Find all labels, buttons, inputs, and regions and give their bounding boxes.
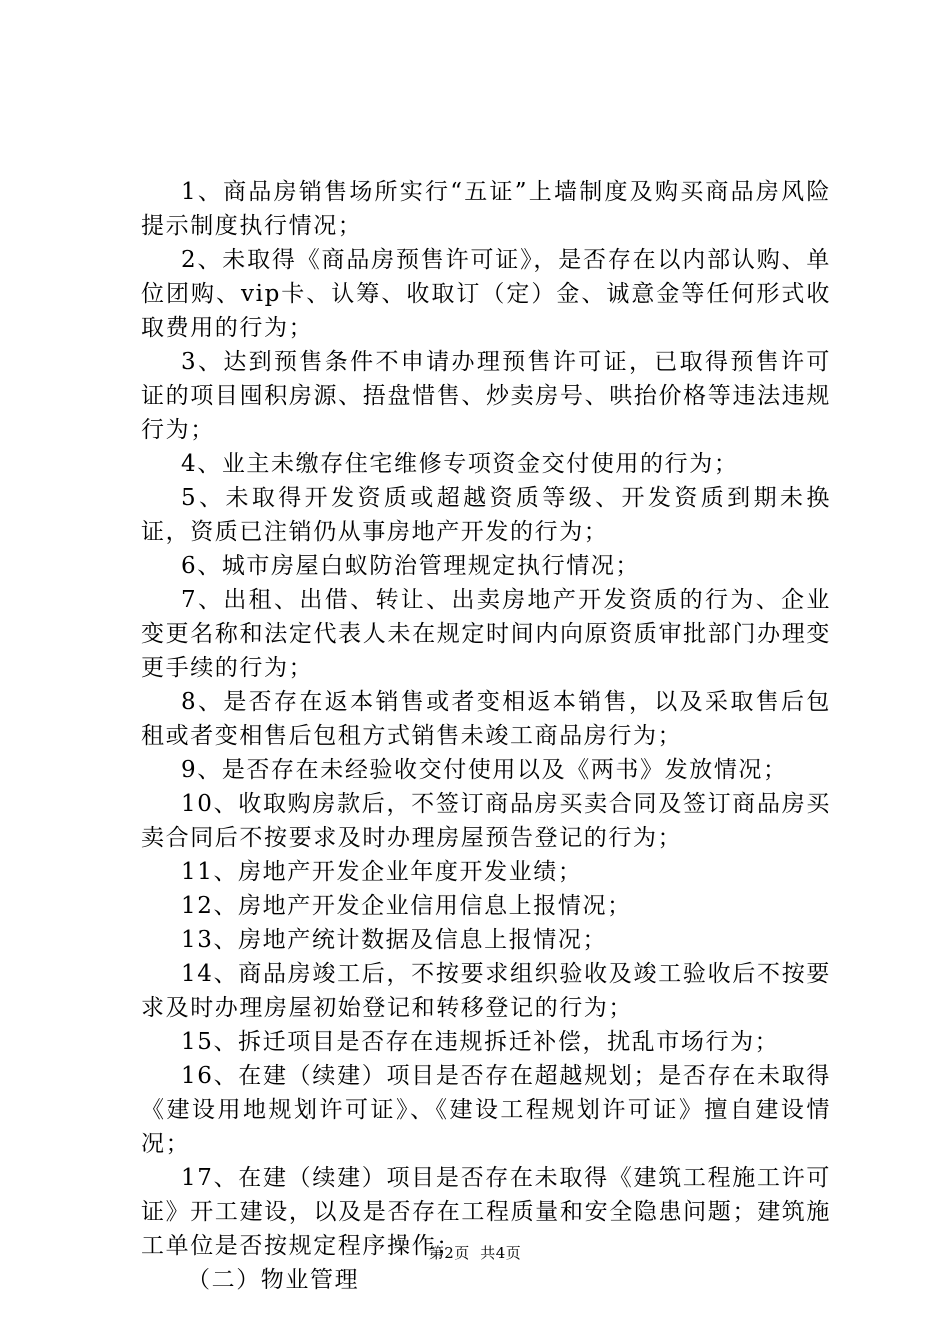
- paragraph-4: 4、业主未缴存住宅维修专项资金交付使用的行为；: [181, 451, 739, 477]
- paragraph-13: 13、房地产统计数据及信息上报情况；: [181, 927, 608, 953]
- paragraph-6: 6、城市房屋白蚁防治管理规定执行情况；: [181, 553, 641, 579]
- paragraph-11: 11、房地产开发企业年度开发业绩；: [181, 859, 583, 885]
- paragraph-14: 14、商品房竣工后，不按要求组织验收及竣工验收后不按要求及时办理房屋初始登记和转移登记的行为；: [141, 961, 831, 1021]
- paragraph-16: 16、在建（续建）项目是否存在超越规划；是否存在未取得《建设用地规划许可证》、《建设工程规划许可证》擅自建设情况；: [141, 1063, 831, 1157]
- paragraph-3: 3、达到预售条件不申请办理预售许可证，已取得预售许可证的项目囤积房源、捂盘惜售、炒卖房号、哄抬价格等违法违规行为；: [141, 349, 831, 443]
- paragraph-17: 17、在建（续建）项目是否存在未取得《建筑工程施工许可证》开工建设，以及是否存在工程质量和安全隐患问题；建筑施工单位是否按规定程序操作；: [141, 1165, 831, 1259]
- paragraph-1: 1、商品房销售场所实行“五证”上墙制度及购买商品房风险提示制度执行情况；: [141, 179, 831, 239]
- page-number-footer: 第2页 共4页: [428, 1244, 522, 1262]
- paragraph-15: 15、拆迁项目是否存在违规拆迁补偿，扰乱市场行为；: [181, 1029, 780, 1055]
- paragraph-7: 7、出租、出借、转让、出卖房地产开发资质的行为、企业变更名称和法定代表人未在规定时间内向原资质审批部门办理变更手续的行为；: [141, 587, 831, 681]
- paragraph-2: 2、未取得《商品房预售许可证》，是否存在以内部认购、单位团购、vip卡、认筹、收取订（定）金、诚意金等任何形式收取费用的行为；: [141, 247, 831, 341]
- paragraph-8: 8、是否存在返本销售或者变相返本销售，以及采取售后包租或者变相售后包租方式销售未竣工商品房行为；: [141, 689, 831, 749]
- paragraph-9: 9、是否存在未经验收交付使用以及《两书》发放情况；: [181, 757, 788, 783]
- document-body: [141, 175, 831, 1297]
- paragraph-10: 10、收取购房款后，不签订商品房买卖合同及签订商品房买卖合同后不按要求及时办理房屋预告登记的行为；: [141, 791, 831, 851]
- paragraph-12: 12、房地产开发企业信用信息上报情况；: [181, 893, 632, 919]
- paragraph-5: 5、未取得开发资质或超越资质等级、开发资质到期未换证，资质已注销仍从事房地产开发的行为；: [141, 485, 831, 545]
- section-heading: （二）物业管理: [187, 1267, 360, 1293]
